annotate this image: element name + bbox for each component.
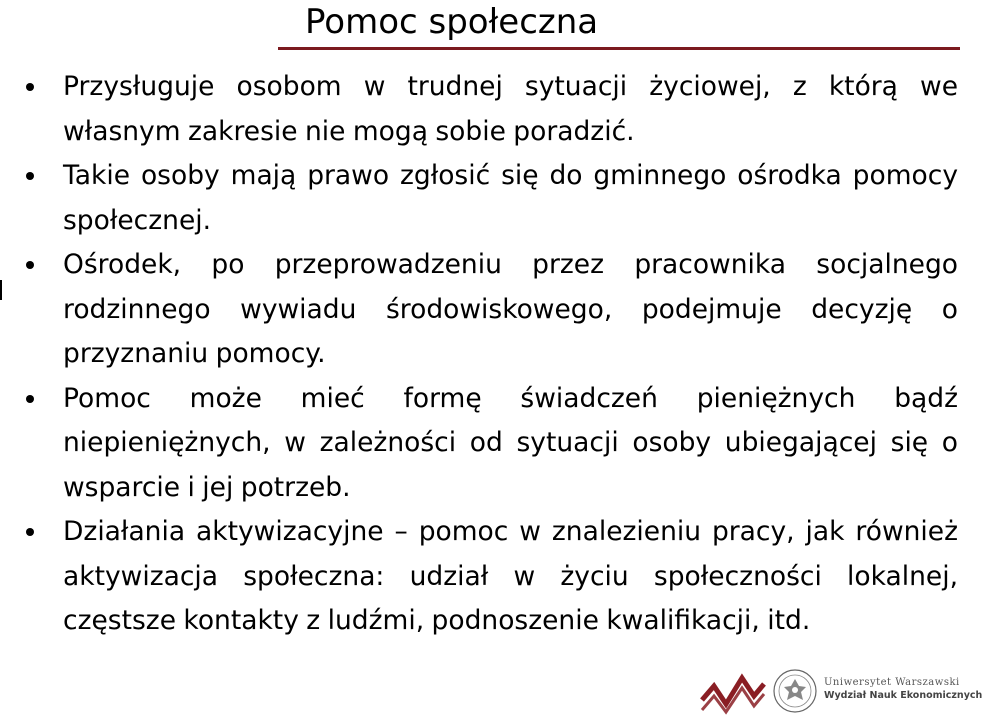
bullet-text: Przysługuje osobom w trudnej sytuacji życiowej, z którą we własnym zakresie nie mogą sobie poradzić.: [63, 71, 958, 147]
university-logo: [700, 666, 982, 718]
bullet-text: Pomoc może mieć formę świadczeń pieniężnych bądź niepieniężnych, w zależności od sytuacji osoby ubiegającej się o wsparcie i jej potrzeb.: [63, 382, 958, 503]
bullet-text: Takie osoby mają prawo zgłosić się do gminnego ośrodka pomocy społecznej.: [63, 160, 958, 236]
logo-text: [824, 676, 982, 703]
left-edge-mark: [0, 280, 2, 300]
slide-title: Pomoc społeczna: [305, 2, 599, 42]
bullet-dot-icon: [26, 395, 34, 403]
bullet-dot-icon: [26, 83, 34, 91]
bullet-text: Ośrodek, po przeprowadzeniu przez pracownika socjalnego rodzinnego wywiadu środowiskowego, podejmuje decyzję o przyznaniu pomocy.: [63, 249, 958, 369]
zigzag-logo-icon: [700, 670, 766, 712]
university-seal-icon: [772, 666, 818, 716]
bullet-item: [20, 154, 960, 243]
title-underline: [278, 47, 960, 50]
bullet-text: Działania aktywizacyjne – pomoc w znalezieniu pracy, jak również aktywizacja społeczna: udział w życiu społeczności lokalnej, częstsze kontakty z ludźmi, podnoszenie kwalifikacji, itd.: [63, 516, 958, 636]
bullet-list: [20, 65, 960, 644]
slide-content: [20, 65, 960, 644]
bullet-item: [20, 243, 960, 377]
bullet-dot-icon: [26, 261, 34, 269]
logo-university-name: Uniwersytet Warszawski: [824, 677, 960, 688]
title-area: [0, 0, 960, 70]
bullet-item: [20, 377, 960, 511]
bullet-item: [20, 510, 960, 644]
bullet-dot-icon: [26, 528, 34, 536]
bullet-item: [20, 65, 960, 154]
bullet-dot-icon: [26, 172, 34, 180]
logo-faculty-name: Wydział Nauk Ekonomicznych: [824, 690, 982, 701]
